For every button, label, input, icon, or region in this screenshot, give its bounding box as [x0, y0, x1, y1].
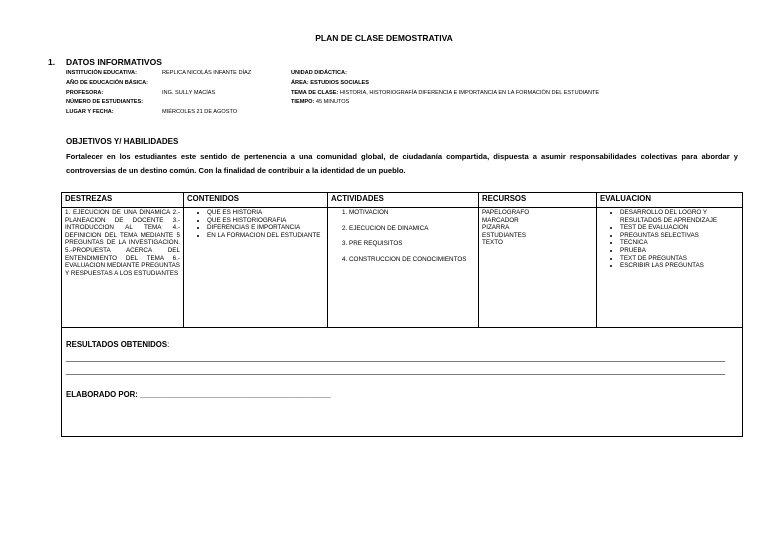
info-right-block: [291, 69, 599, 108]
info-label: INSTITUCIÓN EDUCATIVA:: [66, 70, 137, 76]
info-value: MIÉRCOLES 21 DE AGOSTO: [162, 109, 238, 116]
results-label: [66, 340, 169, 349]
list-item: 1. MOTIVACION: [349, 209, 475, 217]
info-label: PROFESORA:: [66, 89, 104, 96]
info-label: TIEMPO:: [291, 99, 315, 106]
contenidos-list: [187, 209, 324, 239]
info-label: TEMA DE CLASE:: [291, 89, 339, 96]
list-item: • DESARROLLO DEL LOGRO Y RESULTADOS DE APRENDIZAJE: [620, 209, 739, 224]
info-label: LUGAR Y FECHA:: [66, 109, 114, 116]
objectives-title: OBJETIVOS Y/ HABILIDADES: [66, 137, 179, 146]
list-item: 3. PRE REQUISITOS: [349, 240, 475, 248]
evaluacion-list: [600, 209, 739, 270]
header-evaluacion: EVALUACION: [597, 193, 743, 208]
recursos-list: [479, 208, 596, 247]
info-label: AÑO DE EDUCACIÓN BÁSICA:: [66, 79, 149, 86]
list-item: • EN LA FORMACION DEL ESTUDIANTE: [207, 232, 324, 240]
results-line-2: ________________________________________________________________________________________________________________________________________________________: [66, 366, 726, 375]
info-label: NÚMERO DE ESTUDIANTES:: [66, 99, 144, 106]
list-item: • TEST DE EVALUACION: [620, 224, 739, 232]
info-value: REPLICA NICOLÁS INFANTE DÍAZ: [162, 70, 252, 76]
header-contenidos: CONTENIDOS: [184, 193, 328, 208]
results-label-text: RESULTADOS OBTENIDOS: [66, 340, 168, 349]
elaborado-label: ELABORADO POR:: [66, 390, 138, 399]
list-item: • TEXT DE PREGUNTAS: [620, 255, 739, 263]
section-title: DATOS INFORMATIVOS: [66, 57, 162, 67]
header-recursos: RECURSOS: [479, 193, 597, 208]
section-number: 1.: [48, 57, 56, 67]
list-item: • QUE ES HISTORIA: [207, 209, 324, 217]
info-label: UNIDAD DIDÁCTICA:: [291, 70, 347, 76]
destrezas-cell: 1. EJECUCION DE UNA DINAMICA 2.- PLANEACION DE DOCENTE 3.- INTRODUCCION AL TEMA 4.- DEFINICION DEL TEMA MEDIANTE 5 PREGUNTAS DE LA INVESTIGACION. 5.-PROPUESTA ACERCA DEL ENTENDIMIENTO DEL TEMA 6.- EVALUACION MEDIANTE PREGUNTAS Y RESPUESTAS A LOS ESTUDIANTES: [65, 209, 180, 277]
list-item: TEXTO: [482, 239, 503, 247]
info-value: HISTORIA, HISTORIOGRAFÍA DIFERENCIA E IMPORTANCIA EN LA FORMACIÓN DEL ESTUDIANTE: [339, 89, 600, 96]
info-label: ÁREA: ESTUDIOS SOCIALES: [291, 79, 370, 86]
elaborado-por: [66, 390, 331, 399]
actividades-list: [331, 209, 475, 263]
list-item: • TECNICA: [620, 239, 739, 247]
list-item: MARCADOR: [482, 216, 519, 224]
info-value: ING. SULLY MACÍAS: [162, 89, 216, 96]
elaborado-line: ____________________________________________: [140, 390, 331, 399]
list-item: 4. CONSTRUCCION DE CONOCIMIENTOS: [349, 256, 475, 264]
list-item: • ESCRIBIR LAS PREGUNTAS: [620, 262, 739, 270]
list-item: PAPELOGRAFO: [482, 209, 530, 216]
list-item: • PREGUNTAS SELECTIVAS: [620, 232, 739, 240]
list-item: • PRUEBA: [620, 247, 739, 255]
header-destrezas: DESTREZAS: [62, 193, 184, 208]
info-left-block: [66, 69, 251, 118]
list-item: PIZARRA: [482, 224, 510, 232]
list-item: • QUE ES HISTORIOGRAFIA: [207, 217, 324, 225]
results-colon: :: [167, 340, 170, 349]
header-actividades: ACTIVIDADES: [328, 193, 479, 208]
lesson-plan-table: [61, 192, 743, 437]
list-item: ESTUDIANTES: [482, 231, 527, 239]
list-item: • DIFERENCIAS E IMPORTANCIA: [207, 224, 324, 232]
objectives-text: Fortalecer en los estudiantes este sentido de pertenencia a una comunidad global, de ciudadanía compartida, dispuesta a asumir responsabilidades colectivas para abordar y controversias de un destino común. Con la finalidad de contribuir a la identidad de un pueblo.: [66, 152, 738, 175]
info-value: 45 MINUTOS: [315, 99, 350, 106]
document-title: PLAN DE CLASE DEMOSTRATIVA: [315, 33, 453, 43]
list-item: 2. EJECUCION DE DINAMICA: [349, 225, 475, 233]
results-line-1: ________________________________________________________________________________________________________________________________________________________: [66, 353, 726, 362]
